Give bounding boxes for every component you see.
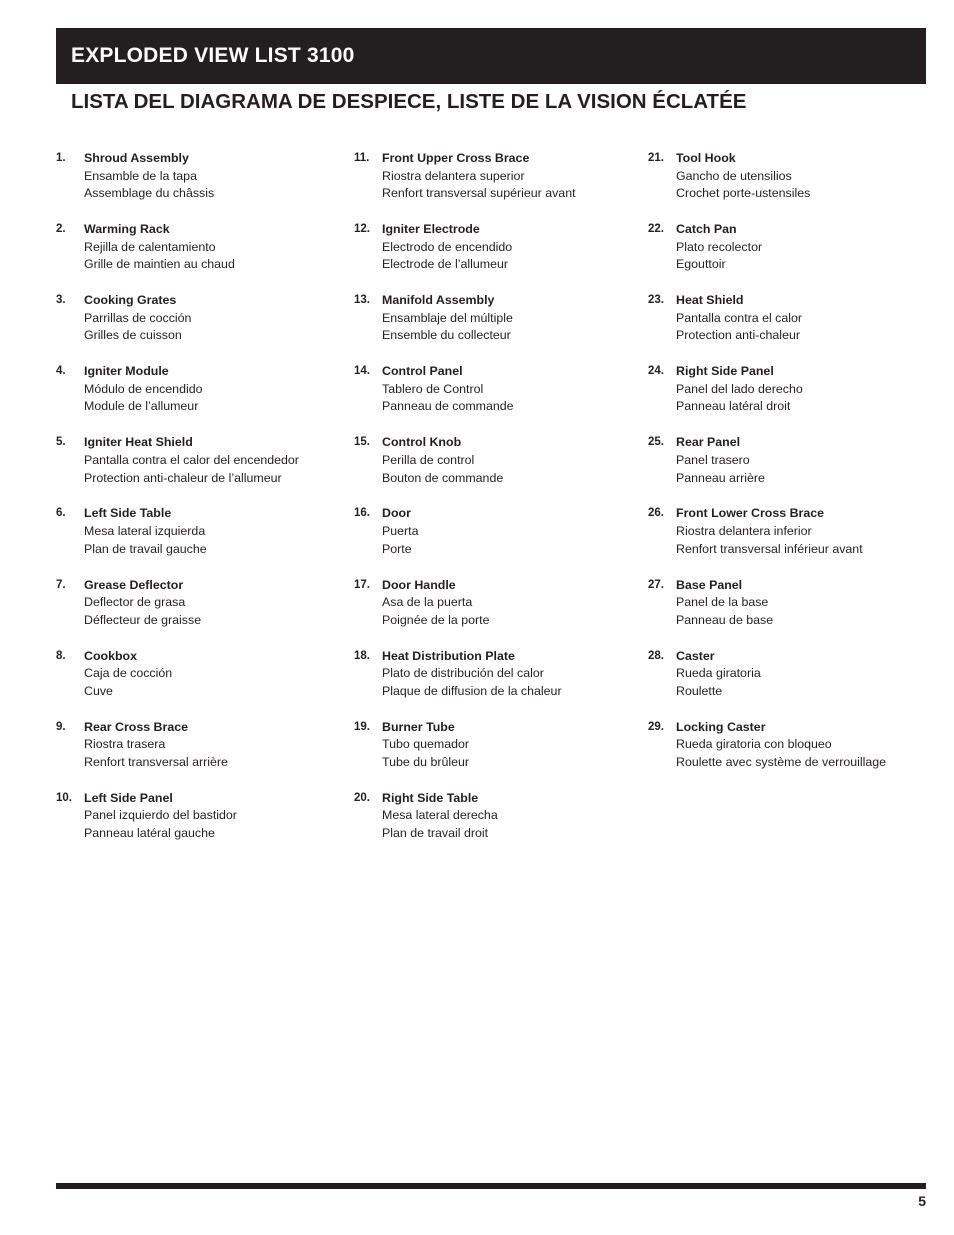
page-title: EXPLODED VIEW LIST 3100 (71, 44, 355, 67)
item-number: 14. (354, 365, 370, 378)
item-names (84, 577, 201, 630)
item-name-spanish: Gancho de utensilios (676, 168, 792, 183)
item-name-english: Tool Hook (676, 151, 736, 165)
item-name-english: Igniter Module (84, 364, 169, 379)
item-name-spanish: Panel trasero (676, 452, 750, 467)
list-item (648, 292, 938, 363)
item-names (676, 577, 773, 630)
item-number: 28. (648, 649, 664, 662)
parts-column-3 (648, 150, 938, 790)
item-names (84, 719, 228, 772)
item-name-spanish: Riostra trasera (84, 737, 166, 752)
list-item (648, 150, 938, 221)
item-name-french: Plan de travail droit (382, 826, 489, 841)
item-number: 12. (354, 223, 370, 236)
item-name-french: Panneau latéral droit (676, 399, 791, 414)
item-name-french: Déflecteur de graisse (84, 612, 202, 627)
item-name-french: Poignée de la porte (382, 612, 490, 627)
item-name-english: Heat Distribution Plate (382, 648, 515, 663)
list-item (56, 150, 346, 221)
item-name-english: Control Panel (382, 364, 463, 379)
item-name-french: Panneau de base (676, 612, 774, 627)
item-name-spanish: Electrodo de encendido (382, 239, 513, 254)
item-name-french: Plaque de diffusion de la chaleur (382, 683, 562, 698)
item-names (676, 150, 810, 203)
item-names (84, 363, 203, 416)
item-name-english: Grease Deflector (84, 577, 184, 592)
item-name-spanish: Pantalla contra el calor (676, 310, 803, 325)
item-name-french: Ensemble du collecteur (382, 328, 511, 343)
item-names (84, 150, 214, 203)
item-name-english: Rear Cross Brace (84, 719, 189, 734)
item-name-spanish: Asa de la puerta (382, 595, 473, 610)
item-name-spanish: Caja de cocción (84, 666, 173, 681)
item-name-french: Renfort transversal arrière (84, 754, 228, 769)
item-number: 26. (648, 507, 664, 520)
item-number: 9. (56, 720, 66, 733)
item-name-french: Protection anti-chaleur (676, 328, 800, 343)
item-name-spanish: Plato de distribución del calor (382, 666, 544, 681)
item-names (676, 719, 886, 772)
item-number: 4. (56, 365, 66, 378)
item-number: 15. (354, 436, 370, 449)
item-names (676, 648, 761, 701)
item-name-english: Rear Panel (676, 435, 741, 450)
item-names (84, 292, 191, 345)
item-name-french: Renfort transversal supérieur avant (382, 186, 576, 201)
item-name-spanish: Rueda giratoria con bloqueo (676, 737, 832, 752)
footer-rule (56, 1183, 926, 1189)
parts-column-2 (354, 150, 644, 861)
item-name-french: Grilles de cuisson (84, 328, 182, 343)
item-number: 8. (56, 649, 66, 662)
item-name-spanish: Módulo de encendido (84, 381, 203, 396)
item-name-french: Grille de maintien au chaud (84, 257, 235, 272)
item-name-spanish: Mesa lateral derecha (382, 808, 498, 823)
item-names (382, 221, 512, 274)
item-names (676, 434, 765, 487)
item-name-english: Right Side Panel (676, 364, 774, 379)
item-name-spanish: Panel de la base (676, 595, 769, 610)
item-name-spanish: Perilla de control (382, 452, 475, 467)
item-number: 2. (56, 223, 66, 236)
item-name-english: Igniter Heat Shield (84, 435, 193, 450)
item-number: 27. (648, 578, 664, 591)
item-name-spanish: Riostra delantera inferior (676, 524, 812, 539)
item-name-spanish: Parrillas de cocción (84, 310, 192, 325)
item-number: 21. (648, 152, 664, 164)
page-number: 5 (918, 1193, 926, 1209)
item-name-french: Roulette (676, 683, 723, 698)
list-item (56, 221, 346, 292)
list-item (354, 648, 644, 719)
item-number: 3. (56, 294, 66, 307)
item-name-english: Cooking Grates (84, 293, 177, 308)
list-item (56, 790, 346, 861)
item-name-french: Crochet porte-ustensiles (676, 186, 811, 201)
item-number: 11. (354, 152, 370, 164)
item-names (382, 577, 489, 630)
item-number: 6. (56, 507, 66, 520)
item-name-english: Shroud Assembly (84, 151, 189, 165)
item-name-english: Base Panel (676, 577, 743, 592)
page-subtitle: LISTA DEL DIAGRAMA DE DESPIECE, LISTE DE LA VISION ÉCLATÉE (71, 90, 747, 113)
item-name-english: Locking Caster (676, 719, 766, 734)
list-item (56, 363, 346, 434)
item-number: 7. (56, 578, 66, 591)
list-item (56, 719, 346, 790)
item-names (676, 363, 803, 416)
item-name-french: Panneau arrière (676, 470, 765, 485)
item-name-french: Egouttoir (676, 257, 726, 272)
list-item (354, 434, 644, 505)
item-name-french: Electrode de l’allumeur (382, 257, 509, 272)
item-number: 29. (648, 720, 664, 733)
item-name-spanish: Ensamblaje del múltiple (382, 310, 513, 325)
item-name-french: Panneau latéral gauche (84, 826, 215, 841)
item-names (382, 505, 419, 558)
item-name-french: Module de l’allumeur (84, 399, 199, 414)
item-name-french: Tube du brûleur (382, 754, 470, 769)
item-name-spanish: Riostra delantera superior (382, 168, 525, 183)
list-item (648, 221, 938, 292)
item-name-spanish: Pantalla contra el calor del encendedor (84, 452, 299, 467)
item-name-french: Bouton de commande (382, 470, 504, 485)
item-name-french: Protection anti-chaleur de l’allumeur (84, 470, 282, 485)
item-name-english: Door (382, 506, 411, 521)
item-names (382, 363, 514, 416)
item-number: 19. (354, 720, 370, 733)
item-name-spanish: Puerta (382, 524, 419, 539)
list-item (56, 434, 346, 505)
item-name-french: Plan de travail gauche (84, 541, 207, 556)
list-item (648, 577, 938, 648)
item-names (676, 292, 802, 345)
item-names (84, 434, 299, 487)
item-name-spanish: Tablero de Control (382, 381, 484, 396)
item-name-spanish: Rejilla de calentamiento (84, 239, 216, 254)
item-names (676, 505, 863, 558)
list-item (354, 790, 644, 861)
item-names (84, 221, 235, 274)
item-name-english: Manifold Assembly (382, 293, 495, 308)
item-name-spanish: Panel del lado derecho (676, 381, 803, 396)
item-names (382, 648, 562, 701)
item-name-english: Igniter Electrode (382, 222, 480, 237)
header-bar (56, 28, 926, 84)
parts-column-1 (56, 150, 346, 861)
item-name-spanish: Panel izquierdo del bastidor (84, 808, 237, 823)
item-name-english: Front Upper Cross Brace (382, 151, 530, 165)
item-number: 13. (354, 294, 370, 307)
item-name-spanish: Mesa lateral izquierda (84, 524, 206, 539)
list-item (648, 363, 938, 434)
list-item (56, 292, 346, 363)
item-number: 5. (56, 436, 66, 449)
item-number: 24. (648, 365, 664, 378)
list-item (648, 434, 938, 505)
item-name-french: Porte (382, 541, 412, 556)
item-number: 18. (354, 649, 370, 662)
item-number: 23. (648, 294, 664, 307)
list-item (354, 719, 644, 790)
item-name-french: Renfort transversal inférieur avant (676, 541, 863, 556)
list-item (354, 363, 644, 434)
item-name-french: Panneau de commande (382, 399, 514, 414)
list-item (354, 221, 644, 292)
list-item (56, 577, 346, 648)
item-name-spanish: Plato recolector (676, 239, 763, 254)
list-item (354, 505, 644, 576)
list-item (56, 648, 346, 719)
item-name-english: Burner Tube (382, 719, 455, 734)
item-name-english: Catch Pan (676, 222, 737, 237)
item-name-english: Cookbox (84, 648, 138, 663)
item-names (84, 790, 237, 843)
item-number: 22. (648, 223, 664, 236)
item-name-english: Front Lower Cross Brace (676, 506, 825, 521)
list-item (648, 719, 938, 790)
item-name-spanish: Deflector de grasa (84, 595, 186, 610)
item-name-spanish: Tubo quemador (382, 737, 470, 752)
item-names (676, 221, 762, 274)
item-number: 17. (354, 578, 370, 591)
list-item (648, 648, 938, 719)
item-names (382, 434, 503, 487)
item-name-english: Right Side Table (382, 790, 479, 805)
item-name-english: Heat Shield (676, 293, 744, 308)
item-name-spanish: Rueda giratoria (676, 666, 761, 681)
item-number: 25. (648, 436, 664, 449)
item-name-french: Cuve (84, 683, 113, 698)
item-name-english: Caster (676, 648, 715, 663)
item-number: 1. (56, 152, 66, 164)
item-name-english: Door Handle (382, 577, 456, 592)
item-name-french: Assemblage du châssis (84, 186, 215, 201)
item-names (382, 292, 513, 345)
item-number: 20. (354, 791, 370, 804)
item-name-english: Warming Rack (84, 222, 170, 237)
item-names (382, 790, 498, 843)
item-number: 10. (56, 791, 72, 804)
item-names (84, 505, 207, 558)
item-names (382, 150, 576, 203)
item-names (382, 719, 469, 772)
item-name-spanish: Ensamble de la tapa (84, 168, 197, 183)
item-number: 16. (354, 507, 370, 520)
list-item (354, 577, 644, 648)
item-name-french: Roulette avec système de verrouillage (676, 754, 887, 769)
list-item (648, 505, 938, 576)
list-item (354, 150, 644, 221)
item-name-english: Left Side Panel (84, 790, 173, 805)
list-item (56, 505, 346, 576)
item-name-english: Control Knob (382, 435, 462, 450)
list-item (354, 292, 644, 363)
item-names (84, 648, 172, 701)
item-name-english: Left Side Table (84, 506, 172, 521)
